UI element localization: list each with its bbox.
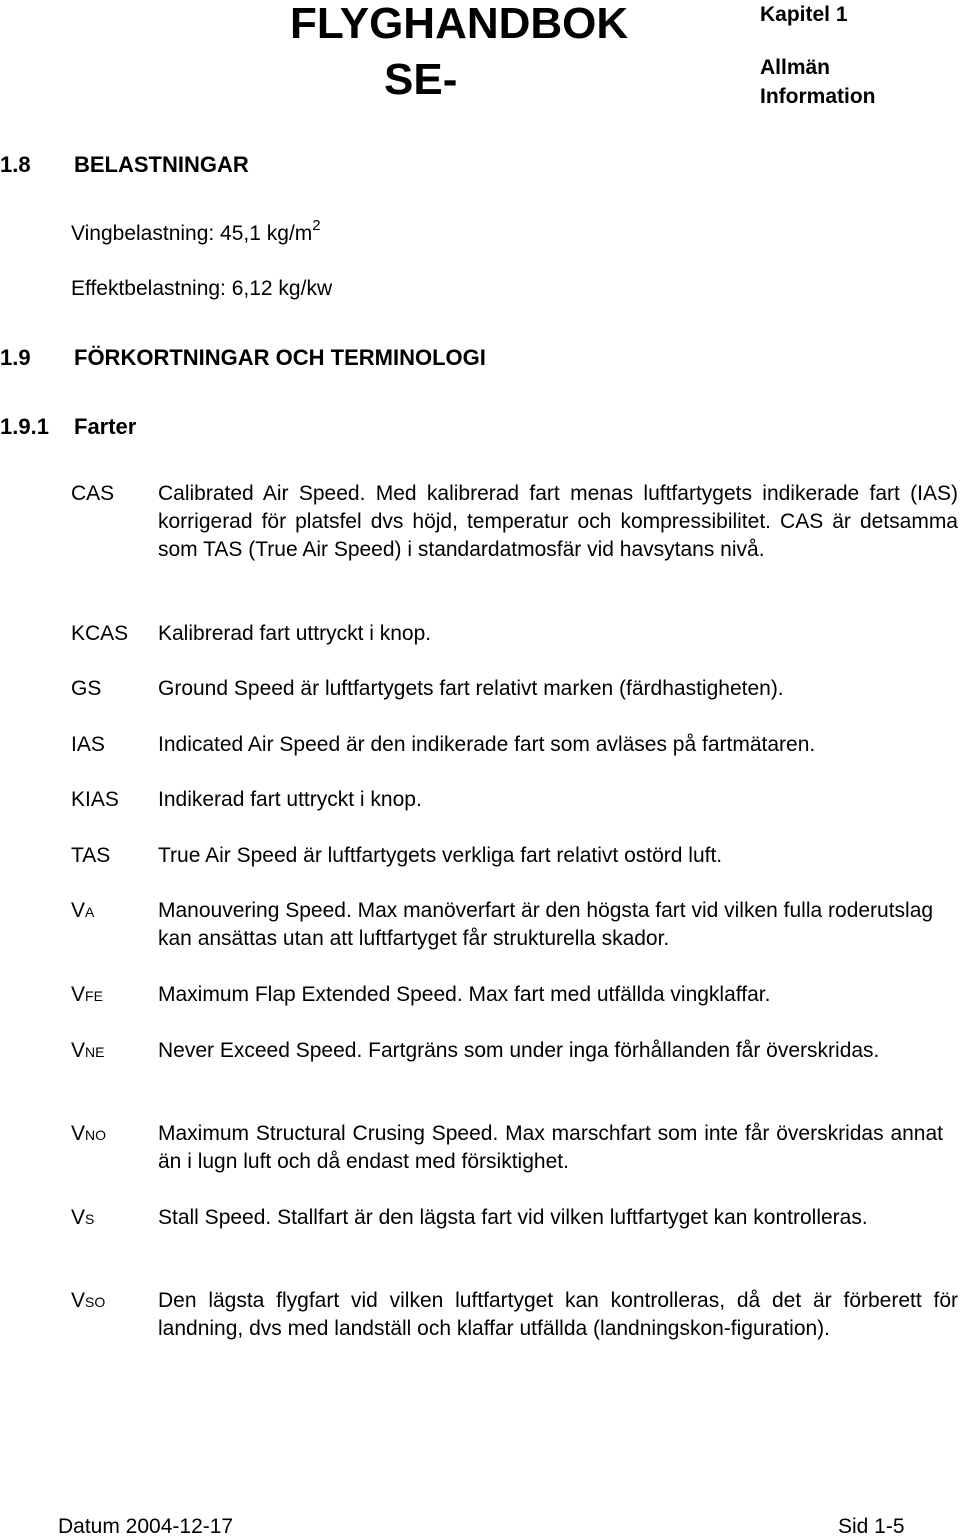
definition-gs: Ground Speed är luftfartygets fart relativt marken (färdhastigheten). <box>158 677 784 700</box>
term-vso <box>71 1287 105 1316</box>
term-symbol: V <box>71 983 86 1006</box>
term-subscript: S <box>85 1211 95 1227</box>
definition-tas: True Air Speed är luftfartygets verkliga fart relativt ostörd luft. <box>158 844 723 867</box>
term-subscript: A <box>85 904 95 920</box>
definition-kias: Indikerad fart uttryckt i knop. <box>158 788 422 811</box>
term-subscript: SO <box>85 1294 106 1310</box>
term-symbol: GS <box>71 677 102 700</box>
section-label-line1: Allmän <box>760 56 831 79</box>
definition-ias: Indicated Air Speed är den indikerade fart som avläses på fartmätaren. <box>158 733 816 756</box>
definition-vfe: Maximum Flap Extended Speed. Max fart med utfällda vingklaffar. <box>158 983 771 1006</box>
definition-vno: Maximum Structural Crusing Speed. Max marschfart som inte får överskridas annat än i lugn luft och då endast med försiktighet. <box>158 1122 943 1173</box>
wing-loading-text: Vingbelastning: 45,1 kg/m <box>71 222 313 245</box>
term-kias <box>71 786 119 814</box>
term-symbol: IAS <box>71 733 105 756</box>
definition-cas: Calibrated Air Speed. Med kalibrerad fart menas luftfartygets indikerade fart (IAS) korrigerad för platsfel dvs höjd, temperatur och kompressibilitet. CAS är detsamma som TAS (True Air Speed) i standardatmosfär vid havsytans nivå. <box>158 482 958 561</box>
definition-kcas: Kalibrerad fart uttryckt i knop. <box>158 622 432 645</box>
term-symbol: V <box>71 1039 86 1062</box>
heading-abbreviations <box>0 345 486 371</box>
footer-date: Datum 2004-12-17 <box>58 1515 234 1538</box>
manual-title-line2: SE- <box>384 55 458 104</box>
definition-vs: Stall Speed. Stallfart är den lägsta fart vid vilken luftfartyget kan kontrolleras. <box>158 1206 868 1229</box>
footer-page-number: Sid 1-5 <box>838 1515 905 1538</box>
term-vfe <box>71 981 103 1010</box>
heading-title: Farter <box>74 414 137 439</box>
heading-title: BELASTNINGAR <box>74 152 249 177</box>
definition-va: Manouvering Speed. Max manöverfart är den högsta fart vid vilken fulla roderutslag kan ansättas utan att luftfartyget får strukturella skador. <box>158 899 934 950</box>
definition-vso: Den lägsta flygfart vid vilken luftfartyget kan kontrolleras, då det är förberett för landning, dvs med landställ och klaffar utfällda (landningskon-figuration). <box>158 1289 958 1340</box>
heading-title: FÖRKORTNINGAR OCH TERMINOLOGI <box>74 345 486 370</box>
term-symbol: CAS <box>71 482 115 505</box>
heading-number: 1.9.1 <box>0 414 49 439</box>
term-cas <box>71 480 114 508</box>
term-va <box>71 897 94 926</box>
term-vno <box>71 1120 106 1149</box>
heading-speeds <box>0 414 136 440</box>
term-kcas <box>71 620 128 648</box>
term-gs <box>71 675 101 703</box>
definition-vne: Never Exceed Speed. Fartgräns som under inga förhållanden får överskridas. <box>158 1039 880 1062</box>
term-symbol: KCAS <box>71 622 129 645</box>
term-vne <box>71 1037 104 1066</box>
term-subscript: NE <box>85 1044 105 1060</box>
section-label-line2: Information <box>760 85 876 108</box>
heading-number: 1.9 <box>0 345 31 370</box>
term-ias <box>71 731 105 759</box>
term-symbol: V <box>71 1122 86 1145</box>
power-loading: Effektbelastning: 6,12 kg/kw <box>71 277 333 300</box>
manual-title-line1: FLYGHANDBOK <box>290 0 629 48</box>
heading-number: 1.8 <box>0 152 31 177</box>
term-symbol: KIAS <box>71 788 119 811</box>
wing-loading-exponent: 2 <box>312 217 321 234</box>
term-symbol: V <box>71 899 86 922</box>
term-vs <box>71 1204 94 1233</box>
term-subscript: FE <box>85 988 103 1004</box>
term-tas <box>71 842 110 870</box>
term-symbol: V <box>71 1289 86 1312</box>
chapter-label: Kapitel 1 <box>760 3 848 26</box>
wing-loading <box>71 217 321 247</box>
term-subscript: NO <box>85 1127 107 1143</box>
heading-loads <box>0 152 249 178</box>
term-symbol: V <box>71 1206 86 1229</box>
term-symbol: TAS <box>71 844 111 867</box>
